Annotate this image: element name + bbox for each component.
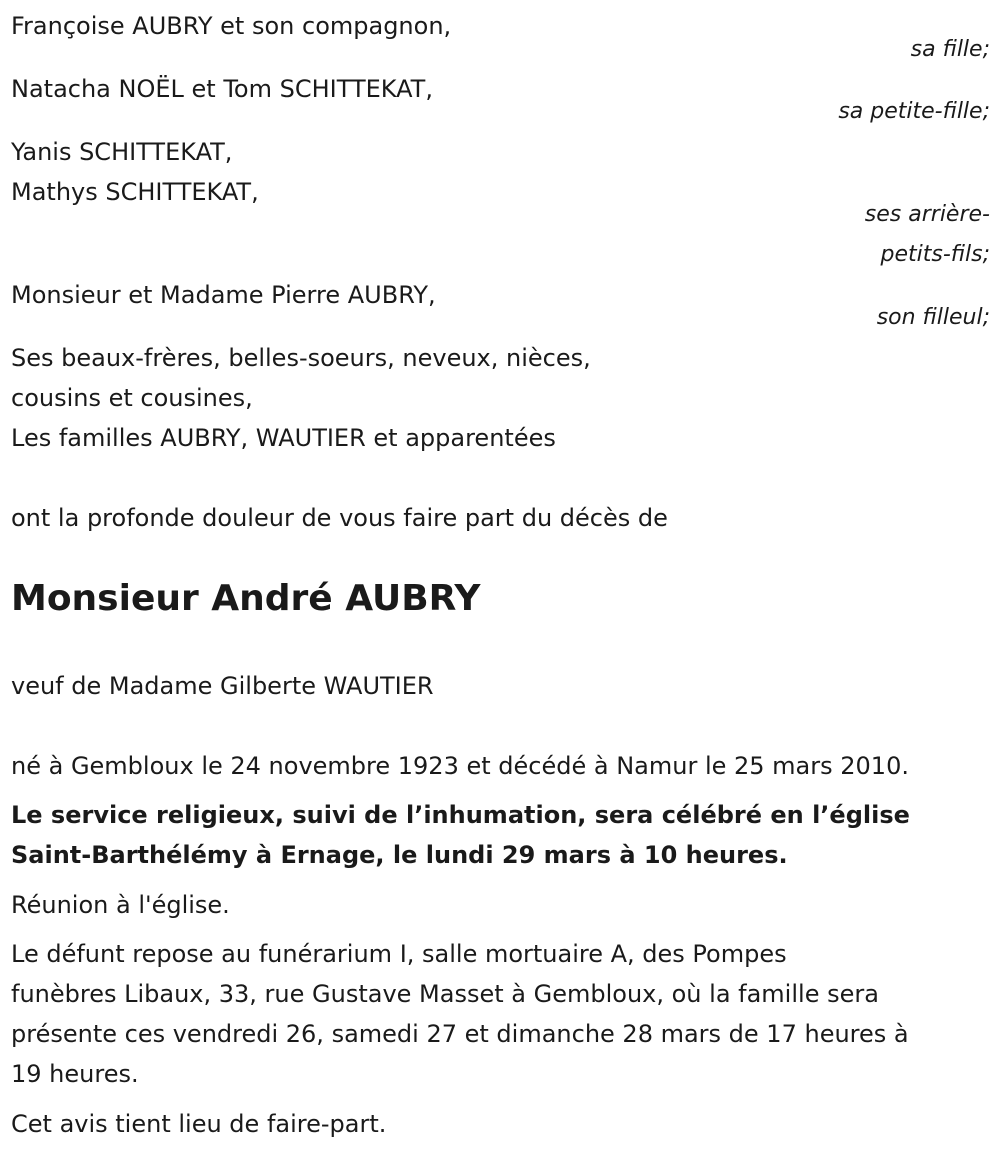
family-line-beaux-freres: Ses beaux-frères, belles-soeurs, neveux, nièces, xyxy=(11,344,591,372)
reunion-text: Réunion à l'église. xyxy=(11,891,230,919)
relation-filleul: son filleul; xyxy=(876,305,990,330)
funerarium-line-2: funèbres Libaux, 33, rue Gustave Masset à Gembloux, où la famille sera xyxy=(11,980,879,1008)
service-line-1: Le service religieux, suivi de l’inhumation, sera célébré en l’église xyxy=(11,801,910,829)
relation-arriere-line2: petits-fils; xyxy=(880,242,990,267)
funerarium-line-4: 19 heures. xyxy=(11,1060,139,1088)
family-line-pierre: Monsieur et Madame Pierre AUBRY, xyxy=(11,281,436,309)
relation-fille: sa fille; xyxy=(910,37,990,62)
announcement-text: ont la profonde douleur de vous faire part du décès de xyxy=(11,504,668,532)
relation-arriere-line1: ses arrière- xyxy=(864,202,990,227)
family-line-francoise: Françoise AUBRY et son compagnon, xyxy=(11,12,452,40)
widower-text: veuf de Madame Gilberte WAUTIER xyxy=(11,672,434,700)
funerarium-line-3: présente ces vendredi 26, samedi 27 et dimanche 28 mars de 17 heures à xyxy=(11,1020,909,1048)
relation-petite-fille: sa petite-fille; xyxy=(838,99,990,124)
family-line-natacha: Natacha NOËL et Tom SCHITTEKAT, xyxy=(11,75,433,103)
family-line-familles: Les familles AUBRY, WAUTIER et apparentées xyxy=(11,424,556,452)
deceased-name: Monsieur André AUBRY xyxy=(11,578,481,619)
funerarium-line-1: Le défunt repose au funérarium I, salle mortuaire A, des Pompes xyxy=(11,940,787,968)
closing-text: Cet avis tient lieu de faire-part. xyxy=(11,1110,387,1138)
service-line-2: Saint-Barthélémy à Ernage, le lundi 29 mars à 10 heures. xyxy=(11,841,788,869)
family-line-cousins: cousins et cousines, xyxy=(11,384,253,412)
family-line-yanis: Yanis SCHITTEKAT, xyxy=(11,138,233,166)
birth-death-dates: né à Gembloux le 24 novembre 1923 et décédé à Namur le 25 mars 2010. xyxy=(11,752,909,780)
family-line-mathys: Mathys SCHITTEKAT, xyxy=(11,178,259,206)
